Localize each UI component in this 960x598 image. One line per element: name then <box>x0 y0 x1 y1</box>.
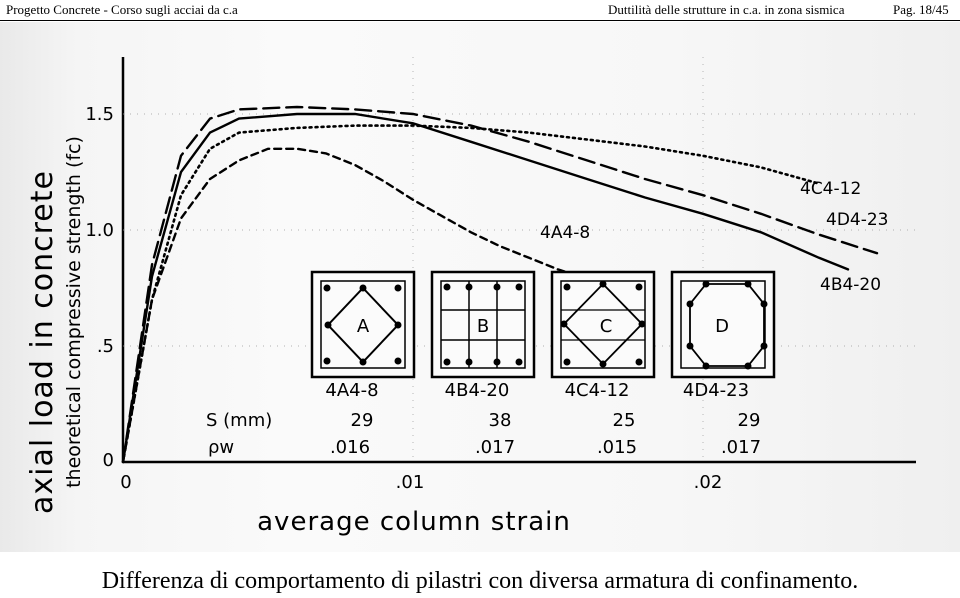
curve-label-4B4-20: 4B4-20 <box>820 275 882 295</box>
plot-area <box>123 57 916 462</box>
y-axis-label-sub: theoretical compressive strength (fc) <box>63 136 85 488</box>
section-B-letter: B <box>476 316 490 337</box>
y-tick-0: 0 <box>102 450 114 471</box>
y-axis-label-main: axial load in concrete <box>25 170 60 514</box>
curve-label-4A4-8: 4A4-8 <box>540 223 591 243</box>
x-tick-0.02: .02 <box>693 472 723 493</box>
section-name-A: 4A4-8 <box>325 380 379 401</box>
spacing-value-A: 29 <box>350 410 374 431</box>
curve-label-4C4-12: 4C4-12 <box>800 179 862 199</box>
y-tick-1.5: 1.5 <box>85 104 114 125</box>
y-tick-1.0: 1.0 <box>85 220 114 241</box>
ratio-value-D: .017 <box>720 437 762 458</box>
x-tick-0.01: .01 <box>395 472 425 493</box>
section-D <box>672 272 774 377</box>
ratio-value-B: .017 <box>474 437 516 458</box>
section-C <box>552 272 654 377</box>
spacing-value-D: 29 <box>737 410 761 431</box>
section-D-letter: D <box>715 316 729 337</box>
section-name-B: 4B4-20 <box>444 380 510 401</box>
spacing-label: S (mm) <box>206 410 273 431</box>
ratio-value-C: .015 <box>596 437 638 458</box>
figure-caption: Differenza di comportamento di pilastri con diversa armatura di confinamento. <box>101 568 859 594</box>
section-B <box>432 272 534 377</box>
x-axis-label: average column strain <box>257 507 571 537</box>
header-chapter-title: Duttilità delle strutture in c.a. in zona sismica <box>608 2 845 17</box>
stress-strain-figure <box>0 22 960 552</box>
page-header <box>0 0 960 21</box>
ratio-label: ρw <box>208 437 235 458</box>
curve-label-4D4-23: 4D4-23 <box>826 210 889 230</box>
section-A-letter: A <box>356 316 370 337</box>
header-page-number: Pag. 18/45 <box>893 2 949 17</box>
spacing-value-C: 25 <box>612 410 636 431</box>
section-C-letter: C <box>599 316 613 337</box>
x-tick-0: 0 <box>120 472 132 493</box>
y-tick-0.5: .5 <box>96 336 114 357</box>
header-course-title: Progetto Concrete - Corso sugli acciai da c.a <box>6 2 238 17</box>
spacing-value-B: 38 <box>488 410 512 431</box>
section-name-D: 4D4-23 <box>682 380 750 401</box>
section-name-C: 4C4-12 <box>564 380 630 401</box>
section-A <box>312 272 414 377</box>
ratio-value-A: .016 <box>329 437 371 458</box>
